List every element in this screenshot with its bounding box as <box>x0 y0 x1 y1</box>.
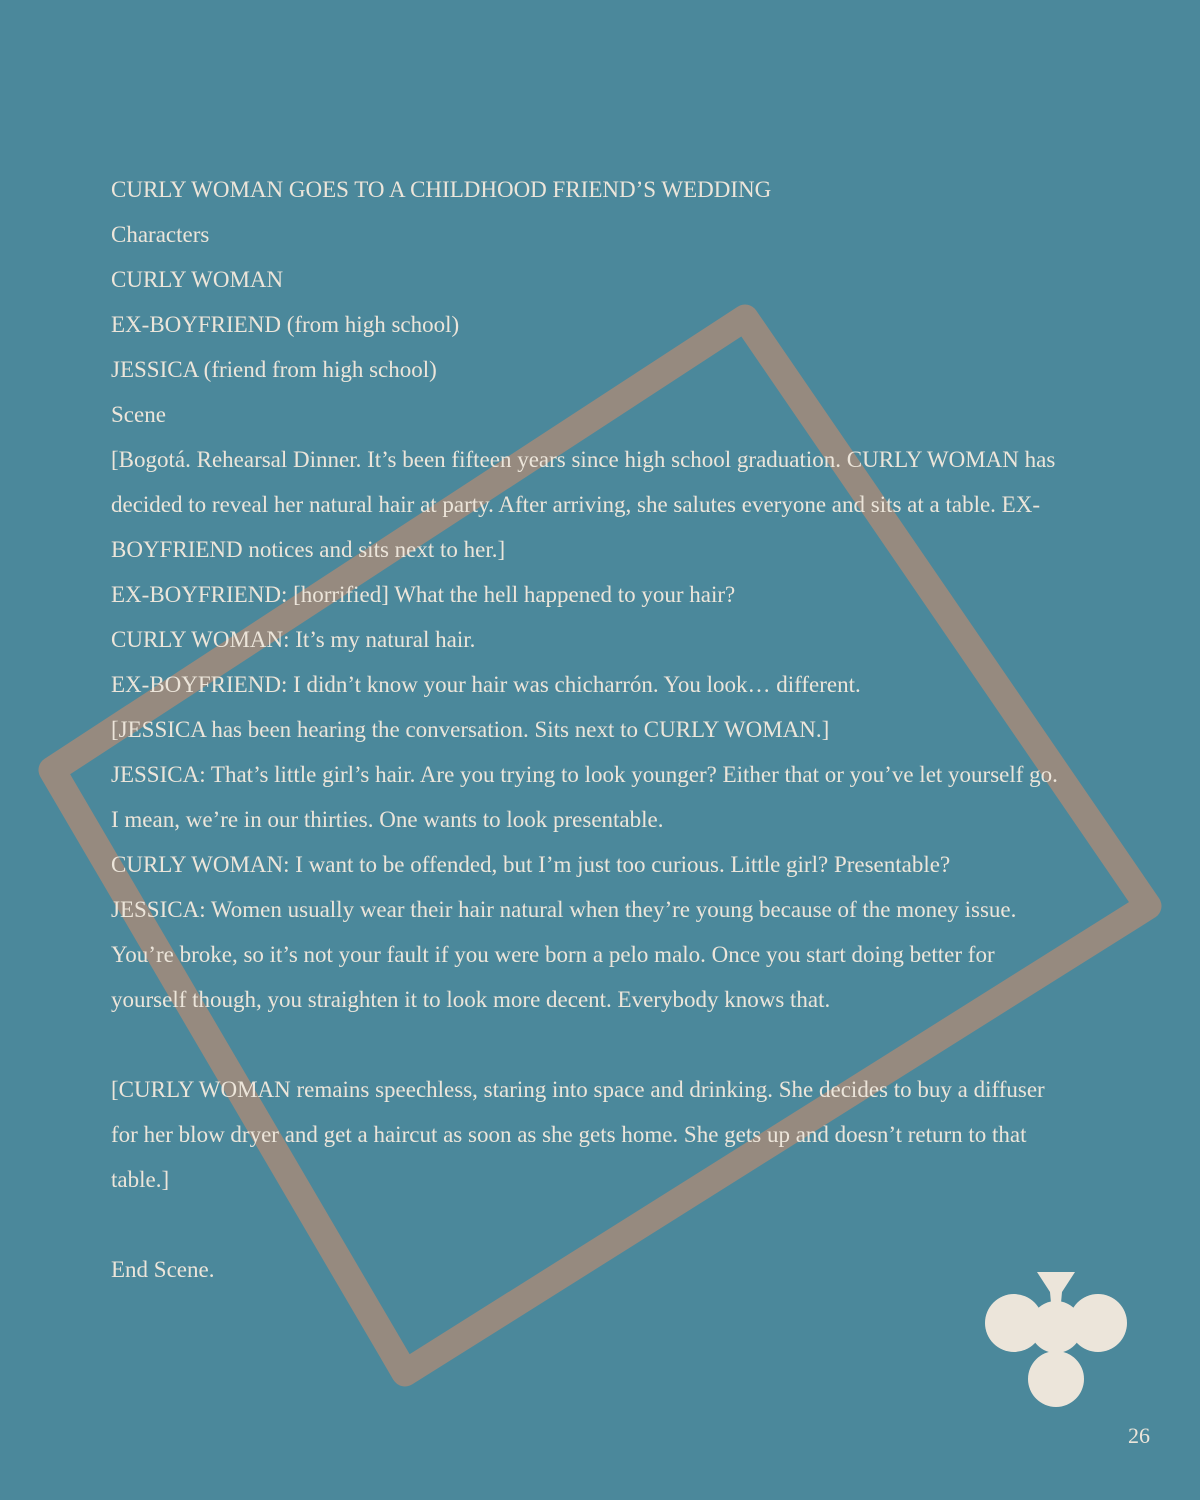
script-text <box>111 167 1071 1292</box>
dialogue-line: EX-BOYFRIEND: [horrified] What the hell happened to your hair? <box>111 582 736 607</box>
character-item: CURLY WOMAN <box>111 267 284 292</box>
characters-heading: Characters <box>111 222 210 247</box>
stage-direction: [JESSICA has been hearing the conversation. Sits next to CURLY WOMAN.] <box>111 717 830 742</box>
dialogue-line: CURLY WOMAN: I want to be offended, but I’m just too curious. Little girl? Presentable? <box>111 852 951 877</box>
character-item: EX-BOYFRIEND (from high school) <box>111 312 460 337</box>
page-number: 26 <box>1128 1423 1150 1448</box>
character-item: JESSICA (friend from high school) <box>111 357 437 382</box>
scene-heading: Scene <box>111 402 166 427</box>
paragraph-gap <box>111 1022 1071 1067</box>
paragraph-gap <box>111 1202 1071 1247</box>
stage-direction: [CURLY WOMAN remains speechless, staring into space and drinking. She decides to buy a diffuser for her blow dryer and get a haircut as soon as she gets home. She gets up and doesn’t return to that table.] <box>111 1077 1045 1192</box>
club-ornament-icon <box>983 1270 1129 1408</box>
dialogue-line: JESSICA: Women usually wear their hair natural when they’re young because of the money issue. You’re broke, so it’s not your fault if you were born a pelo malo. Once you start doing better for yourself though, you straighten it to look more decent. Everybody knows that. <box>111 897 1017 1012</box>
dialogue-line: JESSICA: That’s little girl’s hair. Are you trying to look younger? Either that or you’ve let yourself go. I mean, we’re in our thirties. One wants to look presentable. <box>111 762 1058 832</box>
end-scene: End Scene. <box>111 1257 215 1282</box>
dialogue-line: EX-BOYFRIEND: I didn’t know your hair was chicharrón. You look… different. <box>111 672 861 697</box>
stage-direction: [Bogotá. Rehearsal Dinner. It’s been fifteen years since high school graduation. CURLY WOMAN has decided to reveal her natural hair at party. After arriving, she salutes everyone and sits at a table. EX-BOYFRIEND notices and sits next to her.] <box>111 447 1056 562</box>
script-title: CURLY WOMAN GOES TO A CHILDHOOD FRIEND’S WEDDING <box>111 177 772 202</box>
dialogue-line: CURLY WOMAN: It’s my natural hair. <box>111 627 476 652</box>
